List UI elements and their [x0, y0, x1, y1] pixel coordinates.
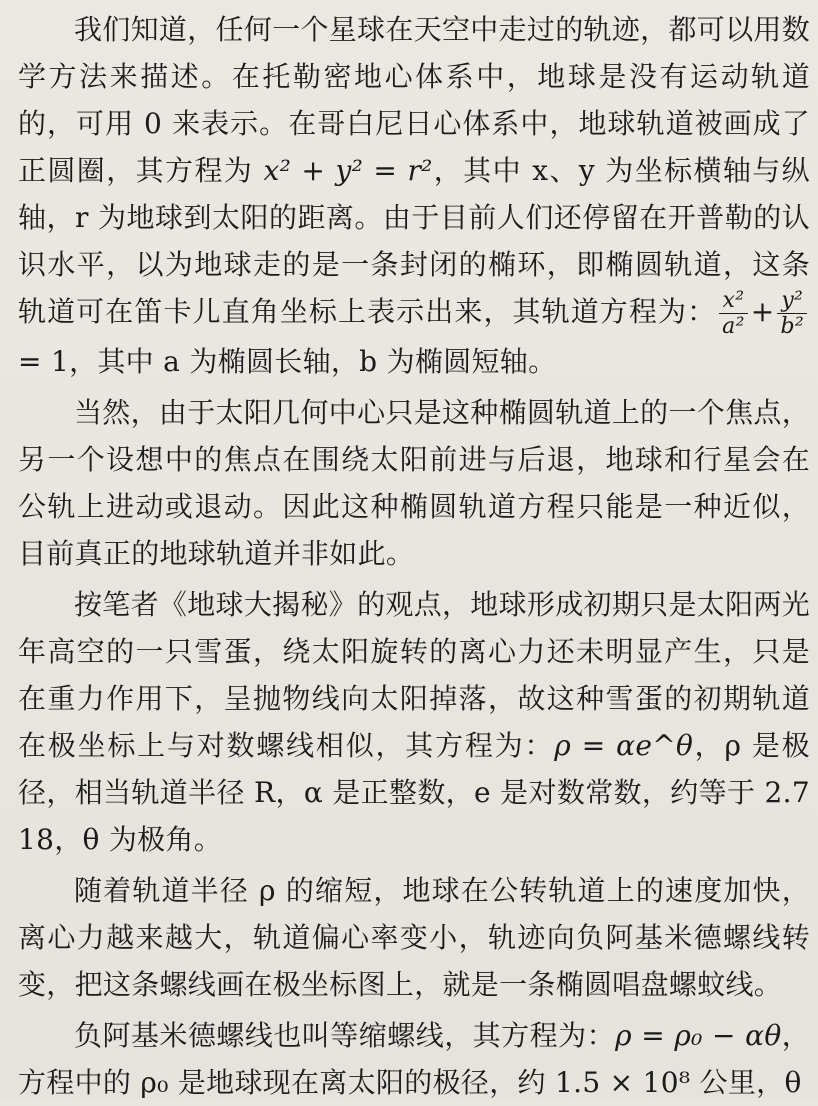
fraction-numerator: x² [719, 289, 748, 314]
paragraph-1-text-b: ，其中 x、y 为坐标横轴与纵轴，r 为地球到太阳的距离。由于目前人们还停留在开普勒的认识水平，以为地球走的是一条封闭的椭环，即椭圆轨道，这条轨道可在笛卡儿直角坐标上表示出来，其轨道方程为： [18, 154, 810, 328]
paragraph-1-text-a: 我们知道，任何一个星球在天空中走过的轨迹，都可以用数学方法来描述。在托勒密地心体系中，地球是没有运动轨道的，可用 0 来表示。在哥白尼日心体系中，地球轨道被画成了正圆圈，其方程为 [18, 13, 810, 187]
archimedes-spiral-equation: ρ = ρ₀ − αθ [615, 1019, 782, 1053]
paragraph-2: 当然，由于太阳几何中心只是这种椭圆轨道上的一个焦点，另一个设想中的焦点在围绕太阳前进与后退，地球和行星会在公轨上进动或退动。因此这种椭圆轨道方程只能是一种近似，目前真正的地球轨道并非如此。 [18, 396, 810, 571]
paragraph-1: 我们知道，任何一个星球在天空中走过的轨迹，都可以用数学方法来描述。在托勒密地心体系中，地球是没有运动轨道的，可用 0 来表示。在哥白尼日心体系中，地球轨道被画成了正圆圈，其方程为 x² + y² = r²，其中 x、y 为坐标横轴与纵轴，r 为地球到太阳的距离。由于目前人们还停留在开普勒的认识水平，以为地球走的是一条封闭的椭环，即椭圆轨道，这条轨道可在笛卡儿直角坐标上表示出来，其轨道方程为： $\frac{\text{x²}}{\text{a²}}$ + $\frac{\text{y²}}{\text{b²}}$ = 1，其中 a 为椭圆长轴，b 为椭圆短轴。 [18, 13, 810, 379]
log-spiral-equation: ρ = αe^θ [554, 729, 694, 763]
fraction-x-over-a [719, 289, 748, 338]
distance-value: 1.5 × 10⁸ [555, 1066, 691, 1100]
paragraph-5 [18, 1012, 810, 1106]
paragraph-1-text-c: = 1，其中 a 为椭圆长轴，b 为椭圆短轴。 [18, 345, 557, 379]
paragraph-5-text-c: 公里，θ [690, 1066, 802, 1100]
fraction-numerator: y² [777, 289, 807, 314]
fraction-denominator: a² [722, 314, 745, 339]
paragraph-3-text-b: ，ρ 是极径，相当轨道半径 R，α 是正整数，e 是对数常数，约等于 2.718，θ 为极角。 [18, 729, 810, 857]
paragraph-5-text-b: ，方程中的 ρ₀ 是地球现在离太阳的极径，约 [18, 1019, 810, 1100]
fraction-y-over-b [777, 289, 807, 338]
circle-equation: x² + y² = r² [263, 154, 433, 187]
fraction-denominator: b² [780, 314, 804, 339]
paragraph-3 [18, 581, 810, 863]
paragraph-5-text-a: 负阿基米德螺线也叫等缩螺线，其方程为： [74, 1019, 616, 1053]
paragraph-3-text-a: 按笔者《地球大揭秘》的观点，地球形成初期只是太阳两光年高空的一只雪蛋，绕太阳旋转的离心力还未明显产生，只是在重力作用下，呈抛物线向太阳掉落，故这种雪蛋的初期轨道在极坐标上与对数螺线相似，其方程为： [18, 588, 810, 763]
paragraph-4: 随着轨道半径 ρ 的缩短，地球在公转轨道上的速度加快，离心力越来越大，轨道偏心率变小，轨迹向负阿基米德螺线转变，把这条螺线画在极坐标图上，就是一条椭圆唱盘螺蚊线。 [18, 874, 810, 1002]
